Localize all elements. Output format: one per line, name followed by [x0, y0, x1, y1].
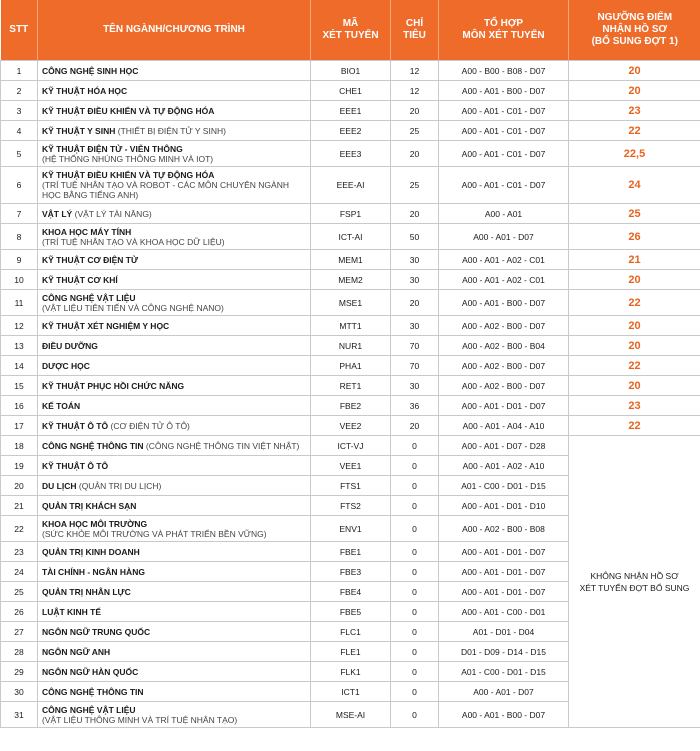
program-name: DU LỊCH [42, 480, 77, 491]
row-stt: 5 [1, 141, 38, 167]
row-program [38, 622, 311, 642]
program-specialization: (VẬT LIỆU TIÊN TIẾN VÀ CÔNG NGHỆ NANO) [42, 302, 224, 313]
row-quota: 20 [391, 101, 439, 121]
program-name: KỸ THUẬT Ô TÔ [42, 460, 109, 471]
row-quota: 12 [391, 81, 439, 101]
row-combo: A00 - A01 - D07 [439, 224, 569, 250]
row-score: 20 [569, 270, 700, 290]
row-code: FBE5 [311, 602, 391, 622]
row-program [38, 562, 311, 582]
table-row [1, 61, 700, 81]
row-score: 22 [569, 121, 700, 141]
row-quota: 25 [391, 167, 439, 204]
row-stt: 27 [1, 622, 38, 642]
row-code: ICT1 [311, 682, 391, 702]
row-quota: 70 [391, 356, 439, 376]
row-combo: A00 - A01 - D01 - D07 [439, 562, 569, 582]
row-program [38, 542, 311, 562]
program-specialization: (VẬT LÝ TÀI NĂNG) [74, 208, 152, 219]
row-score: 20 [569, 61, 700, 81]
row-quota: 12 [391, 61, 439, 81]
row-program [38, 356, 311, 376]
row-combo: A00 - A01 - C01 - D07 [439, 121, 569, 141]
row-code: VEE1 [311, 456, 391, 476]
program-specialization: (TRÍ TUỆ NHÂN TẠO VÀ KHOA HỌC DỮ LIỆU) [42, 236, 225, 247]
row-code: FBE4 [311, 582, 391, 602]
row-quota: 0 [391, 682, 439, 702]
row-combo: A00 - A01 - A02 - C01 [439, 250, 569, 270]
program-name: QUẢN TRỊ NHÂN LỰC [42, 586, 131, 597]
table-row [1, 101, 700, 121]
row-combo: A01 - C00 - D01 - D15 [439, 476, 569, 496]
program-name: CÔNG NGHỆ SINH HỌC [42, 65, 139, 76]
row-combo: A00 - A02 - B00 - D07 [439, 356, 569, 376]
row-combo: A00 - A01 - B00 - D07 [439, 290, 569, 316]
program-name: CÔNG NGHỆ THÔNG TIN [42, 686, 144, 697]
row-stt: 13 [1, 336, 38, 356]
row-stt: 2 [1, 81, 38, 101]
program-name: KỸ THUẬT Ô TÔ [42, 420, 109, 431]
row-program [38, 662, 311, 682]
program-name: CÔNG NGHỆ THÔNG TIN [42, 440, 144, 451]
row-stt: 10 [1, 270, 38, 290]
program-name: NGÔN NGỮ TRUNG QUỐC [42, 626, 151, 637]
row-code: EEE-AI [311, 167, 391, 204]
header-quota: CHỈ TIÊU [391, 0, 439, 61]
row-score: 20 [569, 316, 700, 336]
row-code: PHA1 [311, 356, 391, 376]
program-name: KẾ TOÁN [42, 400, 81, 411]
program-name: ĐIỀU DƯỠNG [42, 340, 98, 351]
row-quota: 20 [391, 290, 439, 316]
row-program [38, 516, 311, 542]
row-combo: A00 - A01 - D01 - D07 [439, 542, 569, 562]
row-stt: 16 [1, 396, 38, 416]
row-code: FTS1 [311, 476, 391, 496]
row-quota: 0 [391, 582, 439, 602]
row-stt: 11 [1, 290, 38, 316]
row-combo: A00 - A01 - B00 - D07 [439, 81, 569, 101]
row-combo: A00 - A01 - A04 - A10 [439, 416, 569, 436]
row-stt: 9 [1, 250, 38, 270]
row-stt: 26 [1, 602, 38, 622]
program-name: NGÔN NGỮ ANH [42, 646, 111, 657]
row-stt: 28 [1, 642, 38, 662]
row-program [38, 121, 311, 141]
row-code: NUR1 [311, 336, 391, 356]
program-name: KHOA HỌC MÔI TRƯỜNG [42, 518, 148, 529]
program-name: KỸ THUẬT ĐIỀU KHIỂN VÀ TỰ ĐỘNG HÓA [42, 105, 215, 116]
row-code: FBE2 [311, 396, 391, 416]
table-row [1, 316, 700, 336]
table-row [1, 224, 700, 250]
row-stt: 22 [1, 516, 38, 542]
row-quota: 30 [391, 250, 439, 270]
row-stt: 25 [1, 582, 38, 602]
program-name: KỸ THUẬT CƠ ĐIỆN TỬ [42, 254, 138, 265]
row-code: FBE1 [311, 542, 391, 562]
row-code: MEM1 [311, 250, 391, 270]
program-name: NGÔN NGỮ HÀN QUỐC [42, 666, 139, 677]
header-score: NGƯỠNG ĐIỂM NHẬN HỒ SƠ (BỔ SUNG ĐỢT 1) [569, 0, 700, 61]
row-stt: 12 [1, 316, 38, 336]
row-combo: A00 - A01 - D07 [439, 682, 569, 702]
no-supplement-note [569, 436, 700, 728]
row-code: FLK1 [311, 662, 391, 682]
row-stt: 1 [1, 61, 38, 81]
row-combo: A00 - A01 - A02 - A10 [439, 456, 569, 476]
program-name: KỸ THUẬT XÉT NGHIỆM Y HỌC [42, 320, 170, 331]
row-program [38, 496, 311, 516]
row-quota: 0 [391, 456, 439, 476]
row-program [38, 204, 311, 224]
row-stt: 18 [1, 436, 38, 456]
table-row [1, 416, 700, 436]
row-program [38, 602, 311, 622]
program-name: KỸ THUẬT PHỤC HỒI CHỨC NĂNG [42, 380, 185, 391]
row-stt: 14 [1, 356, 38, 376]
row-quota: 0 [391, 702, 439, 728]
row-code: FSP1 [311, 204, 391, 224]
row-score: 23 [569, 396, 700, 416]
row-code: ENV1 [311, 516, 391, 542]
table-row [1, 396, 700, 416]
row-stt: 19 [1, 456, 38, 476]
row-combo: A00 - A01 - C00 - D01 [439, 602, 569, 622]
program-name: KHOA HỌC MÁY TÍNH [42, 226, 132, 237]
row-stt: 23 [1, 542, 38, 562]
table-row [1, 376, 700, 396]
row-code: MSE-AI [311, 702, 391, 728]
table-row [1, 356, 700, 376]
row-program [38, 167, 311, 204]
program-specialization: (CƠ ĐIỆN TỬ Ô TÔ) [110, 420, 190, 431]
row-program [38, 81, 311, 101]
program-name: CÔNG NGHỆ VẬT LIỆU [42, 704, 136, 715]
row-combo: A00 - B00 - B08 - D07 [439, 61, 569, 81]
program-specialization: (TRÍ TUỆ NHÂN TẠO VÀ ROBOT - CÁC MÔN CHUYÊN NGÀNH [42, 180, 289, 190]
row-combo: A01 - C00 - D01 - D15 [439, 662, 569, 682]
note-line-2: XÉT TUYỂN ĐỢT BỔ SUNG [579, 582, 690, 593]
row-combo: A00 - A01 - A02 - C01 [439, 270, 569, 290]
row-combo: A00 - A02 - B00 - D07 [439, 376, 569, 396]
row-score: 20 [569, 376, 700, 396]
row-stt: 20 [1, 476, 38, 496]
row-code: FLC1 [311, 622, 391, 642]
row-program [38, 290, 311, 316]
row-code: VEE2 [311, 416, 391, 436]
row-code: RET1 [311, 376, 391, 396]
program-name: KỸ THUẬT Y SINH [42, 125, 116, 136]
row-code: EEE1 [311, 101, 391, 121]
header-program: TÊN NGÀNH/CHƯƠNG TRÌNH [38, 0, 311, 61]
program-name: LUẬT KINH TẾ [42, 606, 102, 617]
row-score: 22 [569, 290, 700, 316]
row-score: 26 [569, 224, 700, 250]
row-combo: A00 - A01 - D01 - D07 [439, 396, 569, 416]
row-program [38, 61, 311, 81]
row-code: FTS2 [311, 496, 391, 516]
row-quota: 30 [391, 270, 439, 290]
note-line-1: KHÔNG NHẬN HỒ SƠ [590, 570, 679, 581]
table-row [1, 250, 700, 270]
row-score: 20 [569, 336, 700, 356]
row-code: FBE3 [311, 562, 391, 582]
table-row [1, 141, 700, 167]
row-stt: 29 [1, 662, 38, 682]
program-specialization: (VẬT LIỆU THÔNG MINH VÀ TRÍ TUỆ NHÂN TẠO) [42, 714, 238, 725]
row-program [38, 396, 311, 416]
row-quota: 25 [391, 121, 439, 141]
program-name: KỸ THUẬT CƠ KHÍ [42, 274, 118, 285]
row-stt: 30 [1, 682, 38, 702]
program-name: QUẢN TRỊ KHÁCH SẠN [42, 500, 137, 511]
row-stt: 7 [1, 204, 38, 224]
row-quota: 0 [391, 662, 439, 682]
row-stt: 21 [1, 496, 38, 516]
row-stt: 31 [1, 702, 38, 728]
row-program [38, 336, 311, 356]
program-specialization: (THIẾT BỊ ĐIỆN TỬ Y SINH) [117, 125, 226, 136]
row-code: CHE1 [311, 81, 391, 101]
row-combo: A01 - D01 - D04 [439, 622, 569, 642]
program-specialization-line2: HỌC BẰNG TIẾNG ANH) [42, 190, 139, 200]
program-name: TÀI CHÍNH - NGÂN HÀNG [42, 566, 145, 577]
row-stt: 8 [1, 224, 38, 250]
program-name: KỸ THUẬT HÓA HỌC [42, 85, 128, 96]
row-code: MEM2 [311, 270, 391, 290]
row-stt: 15 [1, 376, 38, 396]
program-name: KỸ THUẬT ĐIỆN TỬ - VIỄN THÔNG [42, 143, 183, 154]
row-program [38, 682, 311, 702]
row-quota: 0 [391, 542, 439, 562]
row-score: 22 [569, 416, 700, 436]
row-quota: 30 [391, 376, 439, 396]
row-code: BIO1 [311, 61, 391, 81]
program-name: QUẢN TRỊ KINH DOANH [42, 546, 140, 557]
row-program [38, 376, 311, 396]
row-program [38, 270, 311, 290]
row-code: EEE2 [311, 121, 391, 141]
header-row [1, 0, 700, 61]
row-quota: 0 [391, 602, 439, 622]
header-combo: TỔ HỢP MÔN XÉT TUYỂN [439, 0, 569, 61]
row-score: 21 [569, 250, 700, 270]
program-name: VẬT LÝ [42, 208, 73, 219]
row-quota: 20 [391, 204, 439, 224]
row-combo: D01 - D09 - D14 - D15 [439, 642, 569, 662]
row-program [38, 101, 311, 121]
row-score: 23 [569, 101, 700, 121]
row-program [38, 476, 311, 496]
row-quota: 50 [391, 224, 439, 250]
header-stt: STT [1, 0, 38, 61]
row-score: 24 [569, 167, 700, 204]
row-program [38, 456, 311, 476]
row-program [38, 250, 311, 270]
row-combo: A00 - A01 - D01 - D07 [439, 582, 569, 602]
row-program [38, 702, 311, 728]
table-row [1, 290, 700, 316]
row-quota: 0 [391, 516, 439, 542]
row-score: 22 [569, 356, 700, 376]
row-code: ICT-AI [311, 224, 391, 250]
row-quota: 0 [391, 476, 439, 496]
row-quota: 30 [391, 316, 439, 336]
row-quota: 0 [391, 562, 439, 582]
table-row [1, 336, 700, 356]
row-code: MTT1 [311, 316, 391, 336]
row-program [38, 582, 311, 602]
table-row [1, 204, 700, 224]
row-stt: 6 [1, 167, 38, 204]
row-program [38, 642, 311, 662]
row-combo: A00 - A01 - C01 - D07 [439, 101, 569, 121]
row-combo: A00 - A01 - C01 - D07 [439, 141, 569, 167]
table-row [1, 81, 700, 101]
program-name: CÔNG NGHỆ VẬT LIỆU [42, 292, 136, 303]
row-combo: A00 - A02 - B00 - B08 [439, 516, 569, 542]
row-combo: A00 - A01 - B00 - D07 [439, 702, 569, 728]
row-quota: 36 [391, 396, 439, 416]
row-code: ICT-VJ [311, 436, 391, 456]
program-name: KỸ THUẬT ĐIỀU KHIỂN VÀ TỰ ĐỘNG HÓA [42, 170, 215, 180]
row-combo: A00 - A02 - B00 - D07 [439, 316, 569, 336]
row-stt: 3 [1, 101, 38, 121]
row-program [38, 224, 311, 250]
row-combo: A00 - A01 [439, 204, 569, 224]
row-quota: 0 [391, 436, 439, 456]
table-row [1, 121, 700, 141]
row-code: EEE3 [311, 141, 391, 167]
row-combo: A00 - A01 - D07 - D28 [439, 436, 569, 456]
row-stt: 24 [1, 562, 38, 582]
row-stt: 17 [1, 416, 38, 436]
row-code: FLE1 [311, 642, 391, 662]
row-quota: 0 [391, 496, 439, 516]
row-combo: A00 - A01 - D01 - D10 [439, 496, 569, 516]
row-program [38, 316, 311, 336]
row-quota: 0 [391, 642, 439, 662]
program-specialization: (HỆ THỐNG NHÚNG THÔNG MINH VÀ IOT) [42, 153, 214, 164]
row-quota: 20 [391, 416, 439, 436]
row-combo: A00 - A02 - B00 - B04 [439, 336, 569, 356]
row-program [38, 416, 311, 436]
program-specialization: (SỨC KHỎE MÔI TRƯỜNG VÀ PHÁT TRIỂN BỀN VỮNG) [42, 528, 267, 539]
row-code: MSE1 [311, 290, 391, 316]
row-program [38, 141, 311, 167]
program-specialization: (QUẢN TRỊ DU LỊCH) [78, 480, 162, 491]
program-name: DƯỢC HỌC [42, 360, 90, 371]
row-program [38, 436, 311, 456]
row-quota: 20 [391, 141, 439, 167]
header-code: MÃ XÉT TUYỂN [311, 0, 391, 61]
row-score: 25 [569, 204, 700, 224]
row-quota: 70 [391, 336, 439, 356]
row-score: 22,5 [569, 141, 700, 167]
row-stt: 4 [1, 121, 38, 141]
table-row [1, 436, 700, 456]
row-quota: 0 [391, 622, 439, 642]
program-specialization: (CÔNG NGHỆ THÔNG TIN VIỆT NHẬT) [145, 440, 300, 451]
table-row [1, 167, 700, 204]
table-row [1, 270, 700, 290]
row-combo: A00 - A01 - C01 - D07 [439, 167, 569, 204]
row-score: 20 [569, 81, 700, 101]
